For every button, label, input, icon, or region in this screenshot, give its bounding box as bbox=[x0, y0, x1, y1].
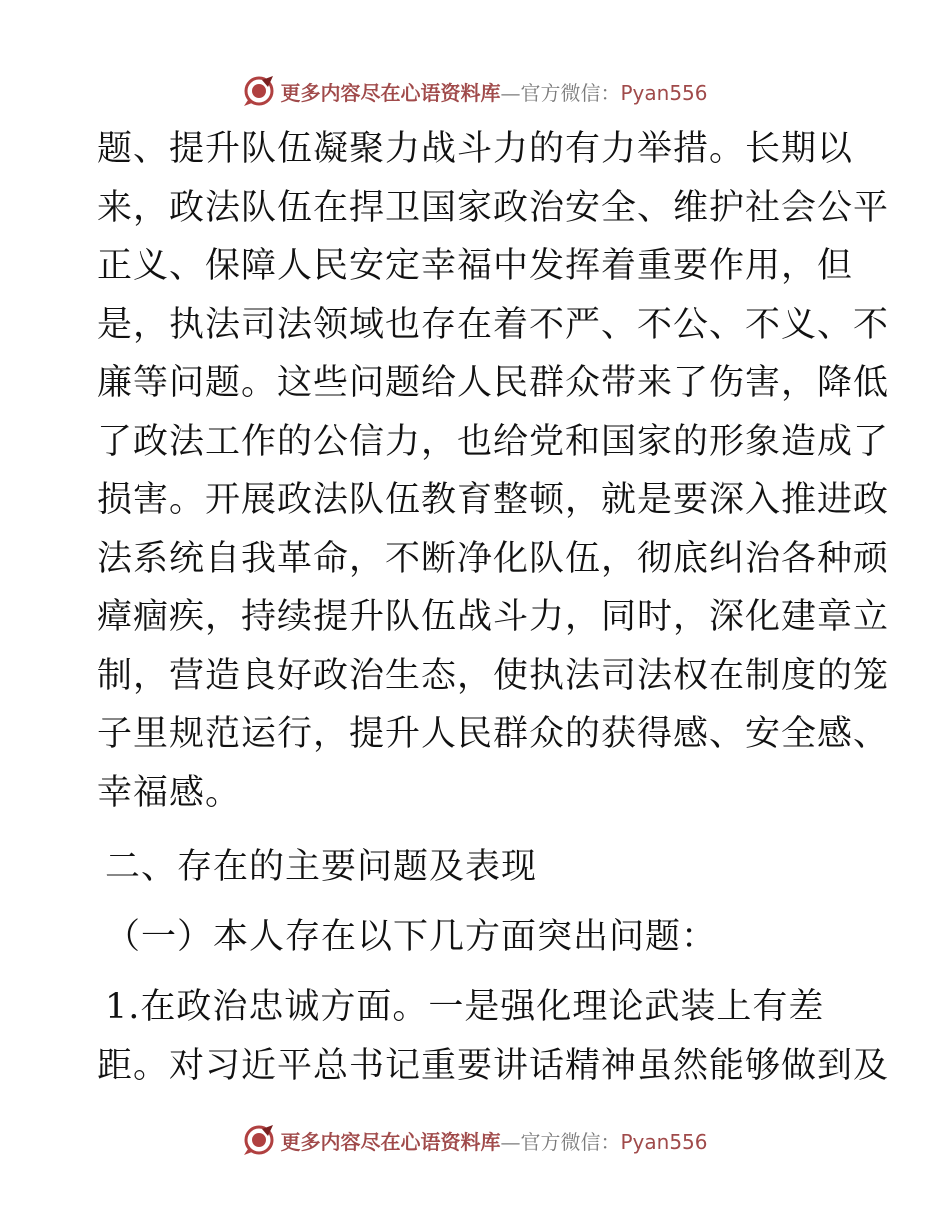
paragraph-line: 损害。开展政法队伍教育整顿，就是要深入推进政 bbox=[97, 480, 890, 520]
subsection-heading: （一）本人存在以下几方面突出问题： bbox=[105, 917, 718, 957]
paragraph-line: 题、提升队伍凝聚力战斗力的有力举措。长期以 bbox=[97, 129, 854, 169]
paragraph-line: 廉等问题。这些问题给人民群众带来了伤害，降低 bbox=[97, 363, 890, 403]
brand-logo-icon bbox=[242, 74, 276, 108]
paragraph-line: 幸福感。 bbox=[97, 772, 242, 813]
paragraph-line: 正义、保障人民安定幸福中发挥着重要作用，但 bbox=[97, 246, 854, 286]
paragraph-line: 制，营造良好政治生态，使执法司法权在制度的笼 bbox=[97, 655, 890, 696]
document-body bbox=[97, 120, 890, 1095]
watermark-text: 更多内容尽在心语资料库—官方微信：Pyan556 bbox=[280, 80, 708, 105]
item-line: 1.在政治忠诚方面。一是强化理论武装上有差 bbox=[105, 987, 825, 1027]
item-line: 距。对习近平总书记重要讲话精神虽然能够做到及 bbox=[97, 1045, 890, 1086]
footer-watermark bbox=[0, 1120, 950, 1160]
brand-logo-icon bbox=[242, 1123, 276, 1157]
paragraph-line: 了政法工作的公信力，也给党和国家的形象造成了 bbox=[97, 421, 890, 462]
header-watermark bbox=[0, 71, 950, 111]
watermark-text: 更多内容尽在心语资料库—官方微信：Pyan556 bbox=[280, 1129, 708, 1154]
paragraph-line: 是，执法司法领域也存在着不严、不公、不义、不 bbox=[97, 304, 890, 345]
section-heading: 二、存在的主要问题及表现 bbox=[105, 847, 538, 887]
paragraph-line: 瘴痼疾，持续提升队伍战斗力，同时，深化建章立 bbox=[97, 597, 890, 637]
paragraph-line: 法系统自我革命，不断净化队伍，彻底纠治各种顽 bbox=[97, 538, 890, 579]
paragraph-line: 子里规范运行，提升人民群众的获得感、安全感、 bbox=[97, 714, 890, 754]
paragraph-line: 来，政法队伍在捍卫国家政治安全、维护社会公平 bbox=[97, 187, 890, 228]
